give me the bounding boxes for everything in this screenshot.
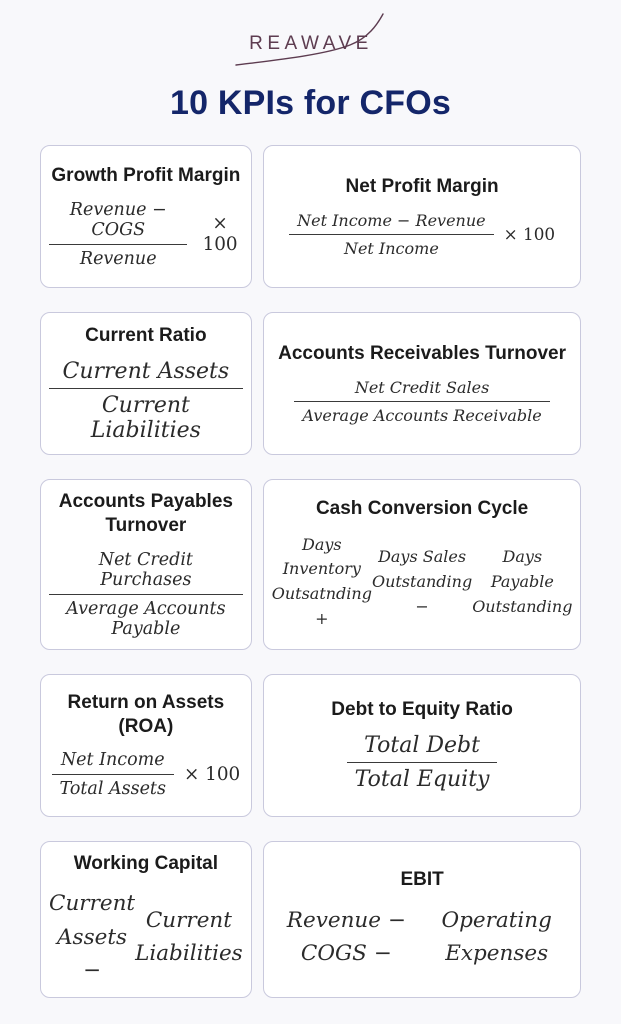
kpi-card-title: Cash Conversion Cycle (315, 497, 529, 519)
formula-denominator: Net Income (343, 238, 439, 258)
kpi-formula (49, 200, 243, 269)
formula-suffix: × 100 (503, 224, 556, 245)
formula-denominator: Current Liabilities (90, 393, 201, 444)
kpi-card-accounts-receivables-turnover (263, 312, 582, 455)
kpi-formula (49, 359, 243, 443)
kpi-card-title: Return on Assets (ROA) (67, 691, 225, 737)
formula-numerator: Revenue − COGS (49, 200, 187, 245)
kpi-card-ebit (263, 841, 582, 999)
formula-denominator: Total Equity (354, 767, 490, 793)
kpi-formula (49, 550, 243, 639)
kpi-formula (294, 378, 549, 425)
formula-line: Revenue − COGS − (286, 907, 406, 967)
formula-denominator: Average Accounts Receivable (302, 405, 542, 425)
kpi-card-working-capital (40, 841, 252, 999)
kpi-formula (347, 733, 498, 792)
kpi-formula (289, 211, 555, 258)
formula-line: Days Sales Outstanding − (371, 546, 473, 616)
kpi-card-current-ratio (40, 312, 252, 455)
kpi-card-title: Accounts Payables Turnover (58, 491, 233, 536)
formula-numerator: Total Debt (347, 733, 498, 763)
kpi-formula (272, 533, 573, 632)
kpi-card-title: Accounts Receivables Turnover (278, 343, 567, 365)
kpi-card-title: Working Capital (73, 852, 218, 874)
kpi-formula (49, 887, 243, 987)
kpi-card-title: Current Ratio (85, 324, 207, 346)
kpi-card-debt-to-equity-ratio (263, 674, 582, 817)
formula-numerator: Net Credit Sales (294, 378, 549, 402)
brand-logo-graphic (226, 12, 396, 70)
formula-fraction (347, 733, 498, 792)
kpi-formula (52, 750, 241, 799)
formula-numerator: Net Income (52, 750, 174, 775)
kpi-card-title: Net Profit Margin (345, 176, 499, 198)
kpi-card-accounts-payables-turnover (40, 479, 252, 650)
formula-fraction (289, 211, 494, 258)
formula-suffix: × 100 (202, 213, 238, 256)
kpi-formula (272, 904, 573, 971)
formula-denominator: Average Accounts Payable (66, 598, 226, 639)
kpi-card-title: Debt to Equity Ratio (331, 698, 513, 720)
page-title: 10 KPIs for CFOs (170, 84, 451, 122)
kpi-card-title: Growth Profit Margin (51, 165, 241, 187)
kpi-card-title: EBIT (400, 869, 444, 891)
formula-line: Days Payable Outstanding (472, 546, 573, 616)
brand-logo (40, 10, 581, 76)
formula-numerator: Net Credit Purchases (49, 550, 243, 595)
logo-text: REAWAVE (248, 33, 373, 54)
formula-numerator: Net Income − Revenue (289, 211, 494, 235)
formula-fraction (49, 550, 243, 639)
formula-fraction (49, 200, 187, 269)
formula-denominator: Total Assets (59, 779, 166, 800)
formula-denominator: Revenue (79, 248, 157, 269)
formula-line: Days Inventory Outsatnding + (271, 534, 372, 628)
kpi-card-cash-conversion-cycle (263, 479, 582, 650)
formula-fraction (49, 359, 243, 443)
formula-line: Current Liabilities (135, 907, 243, 967)
formula-numerator: Current Assets (49, 359, 243, 389)
formula-fraction (52, 750, 174, 799)
formula-fraction (294, 378, 549, 425)
kpi-card-growth-profit-margin (40, 145, 252, 288)
kpi-card-return-on-assets (40, 674, 252, 817)
kpi-card-net-profit-margin (263, 145, 582, 288)
kpi-grid (40, 145, 581, 998)
formula-line: Operating Expenses (441, 907, 552, 967)
formula-line: Current Assets − (49, 891, 136, 983)
formula-suffix: × 100 (183, 764, 241, 786)
